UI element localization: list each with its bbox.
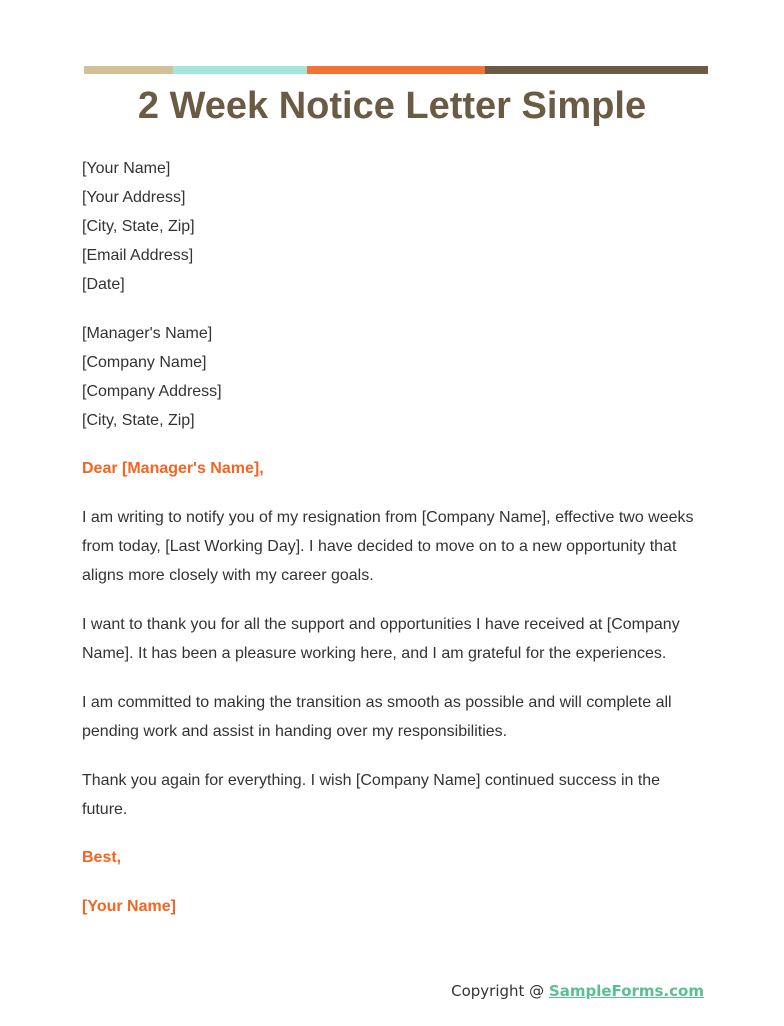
sender-address-block (82, 154, 195, 299)
company-address: [Company Address] (82, 383, 222, 400)
body-paragraph-3: I am committed to making the transition as smooth as possible and will complete all pending work and assist in handing over my responsibilities. (82, 694, 672, 740)
sender-name: [Your Name] (82, 160, 171, 177)
company-name: [Company Name] (82, 354, 207, 371)
company-city-state-zip: [City, State, Zip] (82, 412, 195, 429)
body-paragraph-2: I want to thank you for all the support and opportunities I have received at [Company Name]. It has been a pleasure working here, and I am grateful for the experiences. (82, 616, 680, 662)
color-bar-segment-brown (485, 66, 708, 74)
closing: Best, (82, 849, 122, 866)
sender-city-state-zip: [City, State, Zip] (82, 218, 195, 235)
signature: [Your Name] (82, 898, 176, 915)
copyright-prefix: Copyright @ (451, 982, 549, 1000)
copyright-footer (451, 982, 704, 1000)
manager-name: [Manager's Name] (82, 325, 213, 342)
page-title: 2 Week Notice Letter Simple (137, 85, 647, 127)
sender-email: [Email Address] (82, 247, 194, 264)
letter-date: [Date] (82, 276, 125, 293)
body-paragraph-4: Thank you again for everything. I wish [Company Name] continued success in the future. (82, 772, 661, 818)
color-bar-segment-teal (173, 66, 307, 74)
decorative-color-bar (84, 66, 708, 74)
sampleforms-link[interactable]: SampleForms.com (548, 982, 704, 1000)
salutation: Dear [Manager's Name], (82, 460, 264, 477)
recipient-address-block (82, 319, 222, 435)
sender-address: [Your Address] (82, 189, 186, 206)
body-paragraph-1: I am writing to notify you of my resignation from [Company Name], effective two weeks from today, [Last Working Day]. I have decided to move on to a new opportunity that aligns more closely with my career goals. (82, 509, 694, 584)
color-bar-segment-orange (307, 66, 485, 74)
color-bar-segment-tan (84, 66, 173, 74)
